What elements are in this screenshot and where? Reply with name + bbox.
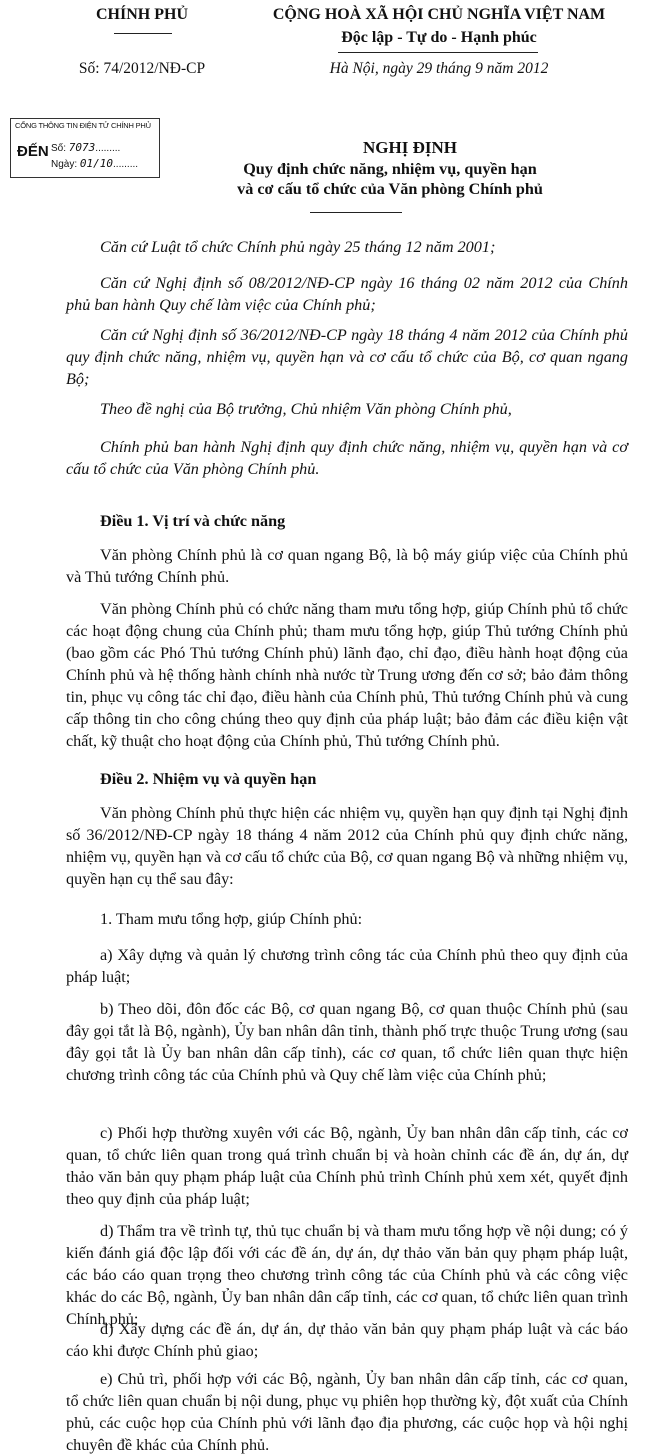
country-name: CỘNG HOÀ XÃ HỘI CHỦ NGHĨA VIỆT NAM bbox=[272, 6, 606, 23]
preamble-2: Căn cứ Nghị định số 08/2012/NĐ-CP ngày 16 tháng 02 năm 2012 của Chính phủ ban hành Quy chế làm việc của Chính phủ; bbox=[66, 274, 628, 314]
point-a: a) Xây dựng và quản lý chương trình công tác của Chính phủ theo quy định của pháp luật; bbox=[66, 946, 628, 986]
article-2-item-1: 1. Tham mưu tổng hợp, giúp Chính phủ: bbox=[100, 910, 363, 928]
stamp-number-value: 7073 bbox=[68, 141, 96, 154]
preamble-3: Căn cứ Nghị định số 36/2012/NĐ-CP ngày 18 tháng 4 năm 2012 của Chính phủ quy định chức năng, nhiệm vụ, quyền hạn và cơ cấu tổ chức của Bộ, cơ quan ngang Bộ; bbox=[66, 326, 628, 388]
national-motto: Độc lập - Tự do - Hạnh phúc bbox=[341, 29, 537, 46]
title-underline bbox=[310, 212, 402, 213]
stamp-number-label: Số: bbox=[51, 143, 67, 154]
place-date: Hà Nội, ngày 29 tháng 9 năm 2012 bbox=[329, 60, 549, 77]
title-line-2: và cơ cấu tổ chức của Văn phòng Chính phủ bbox=[237, 180, 543, 198]
article-1-heading: Điều 1. Vị trí và chức năng bbox=[100, 512, 286, 530]
point-d: d) Thẩm tra về trình tự, thủ tục chuẩn bị và tham mưu tổng hợp về nội dung; có ý kiến đánh giá độc lập đối với các đề án, dự án, dự thảo văn bản quy phạm pháp luật, các báo cáo quan trọng theo chương trình công tác của Chính phủ và các công việc khác do các Bộ, ngành, Ủy ban nhân dân cấp tỉnh, các cơ quan, tổ chức liên quan trình Chính phủ; bbox=[66, 1222, 628, 1328]
point-b: b) Theo dõi, đôn đốc các Bộ, cơ quan ngang Bộ, cơ quan thuộc Chính phủ (sau đây gọi tắt là Bộ, ngành), Ủy ban nhân dân tỉnh, thành phố trực thuộc Trung ương (sau đây gọi tắt là Ủy ban nhân dân cấp tỉnh), các cơ quan, tổ chức liên quan thực hiện chương trình công tác của Chính phủ và Quy chế làm việc của Chính phủ; bbox=[66, 1000, 628, 1084]
receipt-stamp bbox=[10, 118, 160, 178]
article-1-para-2: Văn phòng Chính phủ có chức năng tham mưu tổng hợp, giúp Chính phủ tổ chức các hoạt động chung của Chính phủ; tham mưu tổng hợp, giúp Thủ tướng Chính phủ (bao gồm các Phó Thủ tướng Chính phủ) lãnh đạo, chỉ đạo, điều hành hoạt động của Chính phủ và hệ thống hành chính nhà nước từ Trung ương đến cơ sở; bảo đảm thông tin, phục vụ công tác chỉ đạo, điều hành của Chính phủ, Thủ tướng Chính phủ và cung cấp thông tin cho công chúng theo quy định của pháp luật; bảo đảm các điều kiện vật chất, kỹ thuật cho hoạt động của Chính phủ, Thủ tướng Chính phủ. bbox=[66, 600, 628, 750]
motto-underline bbox=[338, 52, 538, 53]
stamp-date-value: 01/10 bbox=[79, 157, 114, 170]
stamp-title: CỔNG THÔNG TIN ĐIỆN TỬ CHÍNH PHỦ bbox=[15, 121, 151, 130]
doc-type-heading: NGHỊ ĐỊNH bbox=[363, 138, 457, 157]
issuing-agency: CHÍNH PHỦ bbox=[96, 6, 188, 23]
stamp-date-row: Ngày: 01/10......... bbox=[51, 157, 139, 170]
preamble-5: Chính phủ ban hành Nghị định quy định chức năng, nhiệm vụ, quyền hạn và cơ cấu tổ chức của Văn phòng Chính phủ. bbox=[66, 438, 628, 478]
article-1-para-1: Văn phòng Chính phủ là cơ quan ngang Bộ, là bộ máy giúp việc của Chính phủ và Thủ tướng Chính phủ. bbox=[66, 546, 628, 586]
point-dd: đ) Xây dựng các đề án, dự án, dự thảo văn bản quy phạm pháp luật và các báo cáo khi được Chính phủ giao; bbox=[66, 1320, 628, 1360]
preamble-1: Căn cứ Luật tổ chức Chính phủ ngày 25 tháng 12 năm 2001; bbox=[100, 238, 496, 256]
point-e: e) Chủ trì, phối hợp với các Bộ, ngành, Ủy ban nhân dân cấp tỉnh, các cơ quan, tổ chức liên quan chuẩn bị nội dung, phục vụ phiên họp thường kỳ, đột xuất của Chính phủ, các cuộc họp của Chính phủ với lãnh đạo địa phương, các cuộc họp và hội nghị chuyên đề khác của Chính phủ. bbox=[66, 1370, 628, 1454]
document-number: Số: 74/2012/NĐ-CP bbox=[78, 60, 206, 77]
agency-underline bbox=[114, 33, 172, 34]
article-2-intro: Văn phòng Chính phủ thực hiện các nhiệm vụ, quyền hạn quy định tại Nghị định số 36/2012/NĐ-CP ngày 18 tháng 4 năm 2012 của Chính phủ quy định chức năng, nhiệm vụ, quyền hạn và cơ cấu tổ chức của Bộ, cơ quan ngang Bộ và những nhiệm vụ, quyền hạn cụ thể sau đây: bbox=[66, 804, 628, 888]
point-c: c) Phối hợp thường xuyên với các Bộ, ngành, Ủy ban nhân dân cấp tỉnh, các cơ quan, tổ chức liên quan trong quá trình chuẩn bị và hoàn chỉnh các đề án, dự án, dự thảo văn bản quy phạm pháp luật của Chính phủ trình Chính phủ xem xét, quyết định theo quy định của pháp luật; bbox=[66, 1124, 628, 1208]
stamp-date-label: Ngày: bbox=[51, 159, 78, 170]
stamp-den: ĐẾN bbox=[17, 143, 49, 160]
title-line-1: Quy định chức năng, nhiệm vụ, quyền hạn bbox=[243, 160, 537, 178]
stamp-number-row: Số: 7073......... bbox=[51, 141, 121, 154]
article-2-heading: Điều 2. Nhiệm vụ và quyền hạn bbox=[100, 770, 317, 788]
preamble-4: Theo đề nghị của Bộ trưởng, Chủ nhiệm Văn phòng Chính phủ, bbox=[100, 400, 512, 418]
